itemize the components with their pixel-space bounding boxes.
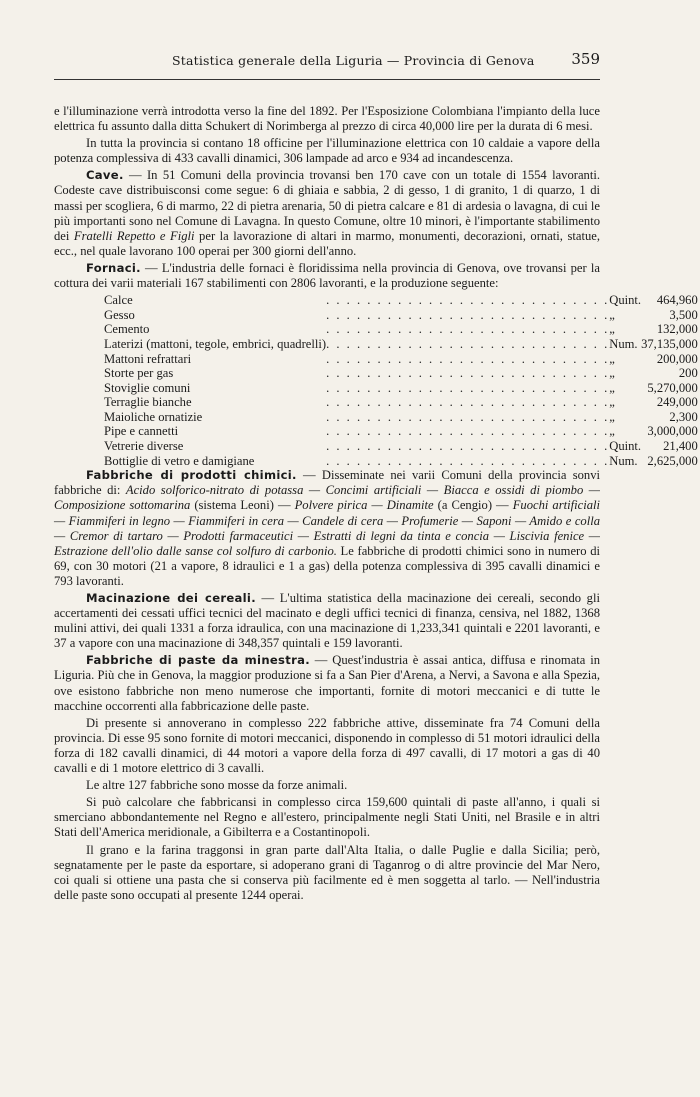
dot-leader: . . . . . . . . . . . . . . . . . . . . . . . . . . . . — [326, 453, 610, 468]
dot-leader: . . . . . . . . . . . . . . . . . . . . . . . . . . . . — [326, 409, 610, 424]
production-value: 200 — [678, 366, 698, 381]
chimici-text: — Disseminate nei varii Comuni della provincia sonvi fabbriche di: — [54, 468, 600, 498]
production-unit: Num. — [609, 336, 638, 351]
dot-leader: . . . . . . . . . . . . . . . . . . . . . . . . . . . . — [326, 424, 610, 439]
production-item: Mattoni refrattari — [104, 351, 192, 366]
production-item: Bottiglie di vetro e damigiane — [104, 453, 255, 468]
chimici-list-1: Acido solforico-nitrato di potassa — Concimi artificiali — Biacca e ossidi di piombo — Composizione sottomarina — [54, 483, 600, 513]
paragraph-altre: Le altre 127 fabbriche sono mosse da forze animali. — [86, 778, 348, 793]
production-unit: Num. — [609, 453, 638, 468]
dot-leader: . . . . . . . . . . . . . . . . . . . . . . . . . . . . — [326, 336, 610, 351]
table-row — [104, 395, 698, 410]
production-item: Cemento — [104, 322, 150, 337]
production-unit: „ — [609, 424, 615, 439]
page-body — [54, 104, 698, 905]
table-row — [104, 293, 698, 308]
chimici-text-4: Le fabbriche di prodotti chimici sono in numero di 69, con 30 motori (21 a vapore, 8 idraulici e 1 a gas) della potenza complessiva di 395 cavalli dinamici e 793 lavoranti. — [54, 543, 600, 588]
production-value: 200,000 — [656, 351, 698, 366]
production-value: 3,000,000 — [647, 424, 698, 439]
production-value: 37,135,000 — [641, 336, 698, 351]
macinazione-text: — L'ultima statistica della macinazione dei cereali, secondo gli accertamenti dei cessati uffici tecnici del macinato e degli uffici tecnici di finanza, censiva, nel 1882, 1368 mulini attivi, dei quali 1331 a forza idraulica, con una macinazione di 1,233,341 quintali e 2201 lavoranti, e 37 a vapore con una macinazione di 348,357 quintali e 159 lavoranti. — [54, 591, 600, 651]
chimici-text-3: (a Cengio) — — [433, 498, 513, 513]
production-item: Terraglie bianche — [104, 395, 192, 410]
section-prodotti-chimici — [54, 468, 600, 589]
production-item: Calce — [104, 293, 133, 308]
production-value: 132,000 — [656, 322, 698, 337]
dot-leader: . . . . . . . . . . . . . . . . . . . . . . . . . . . . — [326, 351, 610, 366]
production-unit: „ — [609, 409, 615, 424]
production-item: Laterizi (mattoni, tegole, embrici, quadrelli) — [104, 336, 327, 351]
heading-fornaci: Fornaci. — [86, 260, 141, 275]
production-item: Vetrerie diverse — [104, 439, 184, 454]
heading-paste: Fabbriche di paste da minestra. — [86, 653, 310, 668]
production-item: Stoviglie comuni — [104, 380, 191, 395]
dot-leader: . . . . . . . . . . . . . . . . . . . . . . . . . . . . — [326, 366, 610, 381]
production-value: 5,270,000 — [647, 380, 698, 395]
table-row — [104, 410, 698, 425]
table-row — [104, 439, 698, 454]
table-row — [104, 322, 698, 337]
production-unit: Quint. — [609, 439, 642, 454]
table-row — [104, 424, 698, 439]
production-value: 249,000 — [656, 395, 698, 410]
section-cave — [54, 168, 600, 259]
production-table — [104, 293, 698, 468]
production-unit: Quint. — [609, 293, 642, 308]
dot-leader: . . . . . . . . . . . . . . . . . . . . . . . . . . . . — [326, 395, 610, 410]
table-row — [104, 337, 698, 352]
table-row — [104, 381, 698, 396]
heading-prodotti-chimici: Fabbriche di prodotti chimici. — [86, 468, 297, 483]
paragraph-presente: Di presente si annoverano in complesso 222 fabbriche attive, disseminate fra 74 Comuni della provincia. Di esse 95 sono fornite di motori meccanici, disponendo in complesso di 51 motori idraulici della forza di 182 cavalli dinamici, di 44 motori a vapore della forza di 497 cavalli, di 17 motori a gas di 40 cavalli e di 1 motore elettrico di 3 cavalli. — [54, 715, 600, 776]
production-value: 21,400 — [663, 439, 698, 454]
table-row — [104, 366, 698, 381]
paragraph-calcolare: Si può calcolare che fabbricansi in complesso circa 159,600 quintali di paste all'anno, i quali si smerciano abbondantemente nel Regno e all'estero, principalmente negli Stati Uniti, nel Brasile e in altri Stati dell'America meridionale, a Gibilterra e a Costantinopoli. — [54, 795, 600, 840]
paragraph-illuminazione: e l'illuminazione verrà introdotta verso la fine del 1892. Per l'Esposizione Colombiana l'impianto della luce elettrica fu assunto dalla ditta Schukert di Norimberga al prezzo di circa 40,000 lire per la durata di 6 mesi. — [54, 104, 600, 134]
section-fornaci — [54, 261, 600, 291]
production-value: 2,300 — [669, 409, 698, 424]
section-macinazione — [54, 591, 600, 651]
production-item: Maioliche ornatizie — [104, 409, 203, 424]
cave-text-end: per la lavorazione di altari in marmo, monumenti, decorazioni, ornati, statue, ecc., nel quale lavorano 100 operai per 300 giorni dell'anno. — [54, 228, 600, 258]
dot-leader: . . . . . . . . . . . . . . . . . . . . . . . . . . . . — [326, 293, 610, 308]
paste-text: — Quest'industria è assai antica, diffusa e rinomata in Liguria. Più che in Genova, la maggior produzione si fa a San Pier d'Arena, a Nervi, a Savona e alla Spezia, ove esistono fabbriche non meno numerose che importanti, fornite di motori meccanici e di tutte le macchine occorrenti alla fabbricazione delle paste. — [54, 653, 601, 713]
production-value: 3,500 — [669, 307, 698, 322]
chimici-list-2: Polvere pirica — Dinamite — [294, 498, 434, 513]
production-unit: „ — [609, 395, 615, 410]
chimici-list-3: Fuochi artificiali — Fiammiferi in legno — Fiammiferi in cera — Candele di cera — Profumerie — Saponi — Amido e colla — Cremor di tartaro — Prodotti farmaceutici — Estratti di legni da tinta e concia — Liscivia fenice — Estrazione dell'olio dalle sanse col solfuro di carbonio. — [54, 498, 600, 558]
production-unit: „ — [609, 380, 615, 395]
production-unit: „ — [609, 366, 615, 381]
cave-text: — In 51 Comuni della provincia trovansi ben 170 cave con un totale di 1554 lavoranti. Codeste cave distribuisconsi come segue: 6 di ghiaia e sabbia, 2 di gesso, 1 di granito, 1 di quarzo, 1 di massi per scogliera, 6 di marmo, 22 di pietra arenaria, 50 di pietra calcare e 81 di ardesia o lavagna, di cui le più importanti sono nel Comune di Lavagna. In questo Comune, oltre 10 minori, è l'importante stabilimento dei — [54, 168, 600, 243]
chimici-text-2: (sistema Leoni) — — [190, 498, 295, 513]
production-value: 464,960 — [656, 293, 698, 308]
header-rule — [54, 79, 600, 80]
running-header — [54, 50, 600, 74]
paragraph-grano: Il grano e la farina traggonsi in gran parte dall'Alta Italia, o dalle Puglie e dalla Sicilia; però, segnatamente per le paste da esportare, si adoperano grani di Taganrog o di altre provincie del Mar Nero, coi quali si ottiene una pasta che si conserva più facilmente ed è men soggetta al tarlo. — Nell'industria delle paste sono occupati al presente 1244 operai. — [54, 842, 600, 902]
section-paste — [54, 653, 600, 713]
dot-leader: . . . . . . . . . . . . . . . . . . . . . . . . . . . . — [326, 439, 610, 454]
table-row — [104, 454, 698, 469]
cave-firm-name: Fratelli Repetto e Figli — [73, 228, 195, 243]
dot-leader: . . . . . . . . . . . . . . . . . . . . . . . . . . . . — [326, 307, 610, 322]
production-unit: „ — [609, 351, 615, 366]
dot-leader: . . . . . . . . . . . . . . . . . . . . . . . . . . . . — [326, 380, 610, 395]
table-row — [104, 352, 698, 367]
production-unit: „ — [609, 322, 615, 337]
page-number: 359 — [571, 50, 600, 68]
production-item: Gesso — [104, 307, 135, 322]
production-item: Storte per gas — [104, 366, 174, 381]
paragraph-officine: In tutta la provincia si contano 18 officine per l'illuminazione elettrica con 10 caldaie a vapore della potenza complessiva di 433 cavalli dinamici, 306 lampade ad arco e 934 ad incandescenza. — [54, 136, 600, 166]
heading-cave: Cave. — [86, 168, 124, 183]
heading-macinazione: Macinazione dei cereali. — [86, 591, 256, 605]
production-item: Pipe e cannetti — [104, 424, 179, 439]
dot-leader: . . . . . . . . . . . . . . . . . . . . . . . . . . . . — [326, 322, 610, 337]
fornaci-text: — L'industria delle fornaci è floridissima nella provincia di Genova, ove trovansi per la cottura dei varii materiali 167 stabilimenti con 2806 lavoranti, e la produzione seguente: — [54, 260, 600, 291]
table-row — [104, 308, 698, 323]
production-unit: „ — [609, 307, 615, 322]
running-title: Statistica generale della Liguria — Provincia di Genova — [172, 53, 535, 68]
production-value: 2,625,000 — [647, 453, 698, 468]
